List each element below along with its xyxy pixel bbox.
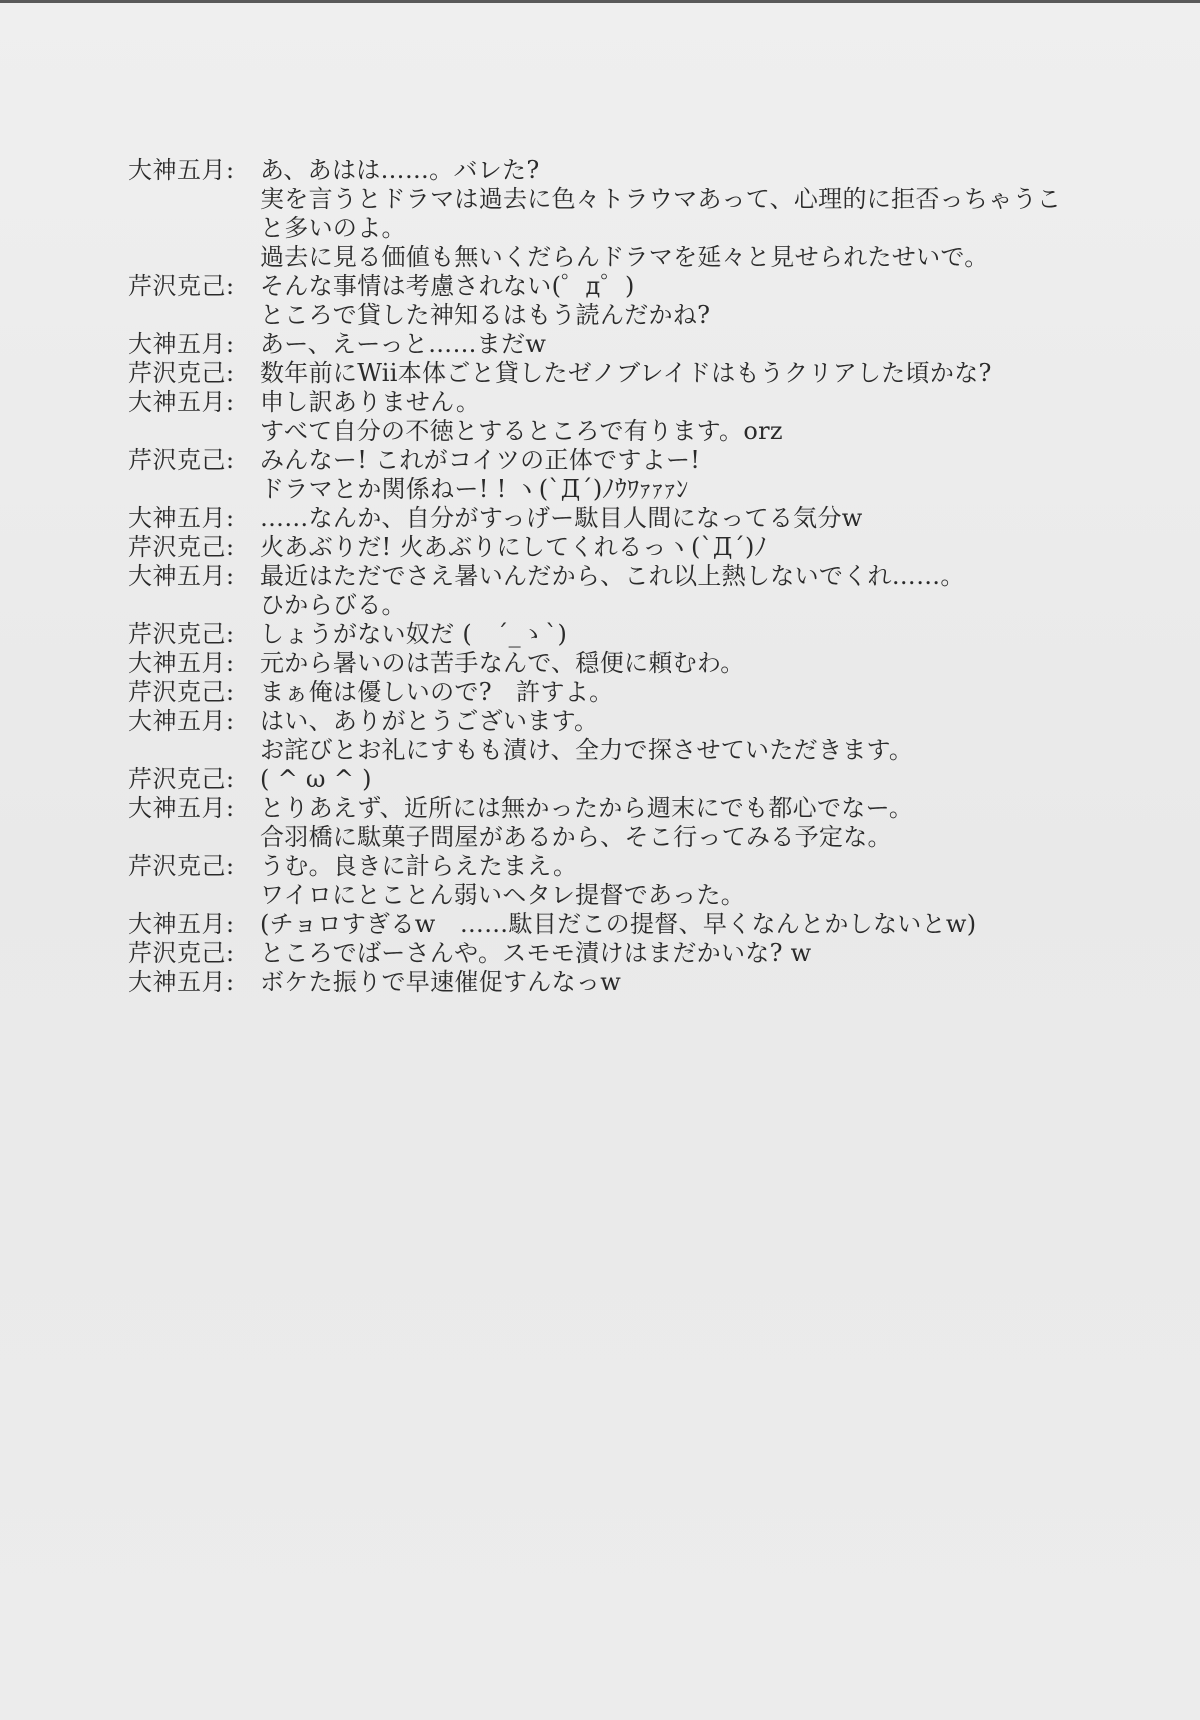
- speaker-name: 芹沢克己:: [128, 678, 235, 706]
- dialogue-line: [128, 881, 1098, 910]
- dialogue-text: 最近はただでさえ暑いんだから、これ以上熱しないでくれ……。: [260, 562, 965, 590]
- dialogue-text: ところでばーさんや。スモモ漬けはまだかいな? w: [260, 939, 812, 967]
- dialogue-line: [128, 156, 1098, 185]
- dialogue-line: [128, 301, 1098, 330]
- dialogue-line: [128, 823, 1098, 852]
- dialogue-line: [128, 591, 1098, 620]
- dialogue-text: ……なんか、自分がすっげー駄目人間になってる気分w: [260, 504, 863, 532]
- dialogue-text: ドラマとか関係ねー! ! ヽ(`Д´)ﾉｳﾜｧｧｧﾝ: [260, 475, 689, 503]
- dialogue-line: [128, 504, 1098, 533]
- speaker-name: 大神五月:: [128, 330, 235, 358]
- dialogue-text: まぁ俺は優しいので? 許すよ。: [260, 678, 614, 706]
- speaker-name: 大神五月:: [128, 910, 235, 938]
- top-border-line: [0, 0, 1200, 3]
- dialogue-line: [128, 620, 1098, 649]
- dialogue-text: 過去に見る価値も無いくだらんドラマを延々と見せられたせいで。: [260, 243, 989, 271]
- dialogue-text: あー、えーっと……まだw: [260, 330, 547, 358]
- speaker-name: 大神五月:: [128, 707, 235, 735]
- dialogue-text: ひからびる。: [260, 591, 406, 619]
- speaker-name: 芹沢克己:: [128, 852, 235, 880]
- speaker-name: 芹沢克己:: [128, 272, 235, 300]
- dialogue-block: [128, 156, 1098, 997]
- dialogue-text: ( ^ ω ^ ): [260, 765, 372, 793]
- dialogue-text: と多いのよ。: [260, 214, 406, 242]
- dialogue-line: [128, 736, 1098, 765]
- dialogue-line: [128, 533, 1098, 562]
- dialogue-line: [128, 388, 1098, 417]
- dialogue-line: [128, 446, 1098, 475]
- speaker-name: 大神五月:: [128, 562, 235, 590]
- dialogue-text: お詫びとお礼にすもも漬け、全力で探させていただきます。: [260, 736, 914, 764]
- dialogue-line: [128, 272, 1098, 301]
- dialogue-text: 数年前にWii本体ごと貸したゼノブレイドはもうクリアした頃かな?: [260, 359, 992, 387]
- dialogue-line: [128, 562, 1098, 591]
- dialogue-line: [128, 359, 1098, 388]
- dialogue-text: ところで貸した神知るはもう読んだかね?: [260, 301, 711, 329]
- dialogue-line: [128, 968, 1098, 997]
- dialogue-text: すべて自分の不徳とするところで有ります。orz: [260, 417, 783, 445]
- dialogue-text: 合羽橋に駄菓子問屋があるから、そこ行ってみる予定な。: [260, 823, 892, 851]
- dialogue-line: [128, 649, 1098, 678]
- dialogue-line: [128, 185, 1098, 214]
- speaker-name: 芹沢克己:: [128, 446, 235, 474]
- speaker-name: 大神五月:: [128, 794, 235, 822]
- dialogue-line: [128, 330, 1098, 359]
- dialogue-line: [128, 243, 1098, 272]
- dialogue-text: あ、あはは……。バレた?: [260, 156, 540, 184]
- speaker-name: 大神五月:: [128, 388, 235, 416]
- dialogue-text: (チョロすぎるw ……駄目だこの提督、早くなんとかしないとw): [260, 910, 977, 938]
- speaker-name: 大神五月:: [128, 968, 235, 996]
- dialogue-line: [128, 678, 1098, 707]
- dialogue-text: しょうがない奴だ ( ´_ゝ`): [260, 620, 568, 648]
- dialogue-text: うむ。良きに計らえたまえ。: [260, 852, 578, 880]
- dialogue-line: [128, 852, 1098, 881]
- dialogue-line: [128, 214, 1098, 243]
- dialogue-line: [128, 707, 1098, 736]
- dialogue-text: 元から暑いのは苦手なんで、穏便に頼むわ。: [260, 649, 745, 677]
- speaker-name: 大神五月:: [128, 649, 235, 677]
- speaker-name: 芹沢克己:: [128, 359, 235, 387]
- dialogue-line: [128, 417, 1098, 446]
- dialogue-line: [128, 939, 1098, 968]
- dialogue-text: 申し訳ありません。: [260, 388, 481, 416]
- dialogue-text: ボケた振りで早速催促すんなっw: [260, 968, 622, 996]
- dialogue-text: そんな事情は考慮されない(゜д゜): [260, 272, 635, 300]
- dialogue-line: [128, 910, 1098, 939]
- speaker-name: 芹沢克己:: [128, 939, 235, 967]
- dialogue-text: はい、ありがとうございます。: [260, 707, 599, 735]
- speaker-name: 芹沢克己:: [128, 765, 235, 793]
- dialogue-line: [128, 475, 1098, 504]
- speaker-name: 芹沢克己:: [128, 620, 235, 648]
- speaker-name: 大神五月:: [128, 156, 235, 184]
- dialogue-text: 実を言うとドラマは過去に色々トラウマあって、心理的に拒否っちゃうこ: [260, 185, 1062, 213]
- dialogue-line: [128, 765, 1098, 794]
- dialogue-text: 火あぶりだ! 火あぶりにしてくれるっヽ(`Д´)ﾉ: [260, 533, 768, 561]
- speaker-name: 芹沢克己:: [128, 533, 235, 561]
- speaker-name: 大神五月:: [128, 504, 235, 532]
- dialogue-line: [128, 794, 1098, 823]
- dialogue-text: みんなー! これがコイツの正体ですよー!: [260, 446, 701, 474]
- dialogue-text: ワイロにとことん弱いヘタレ提督であった。: [260, 881, 746, 909]
- dialogue-text: とりあえず、近所には無かったから週末にでも都心でなー。: [260, 794, 914, 822]
